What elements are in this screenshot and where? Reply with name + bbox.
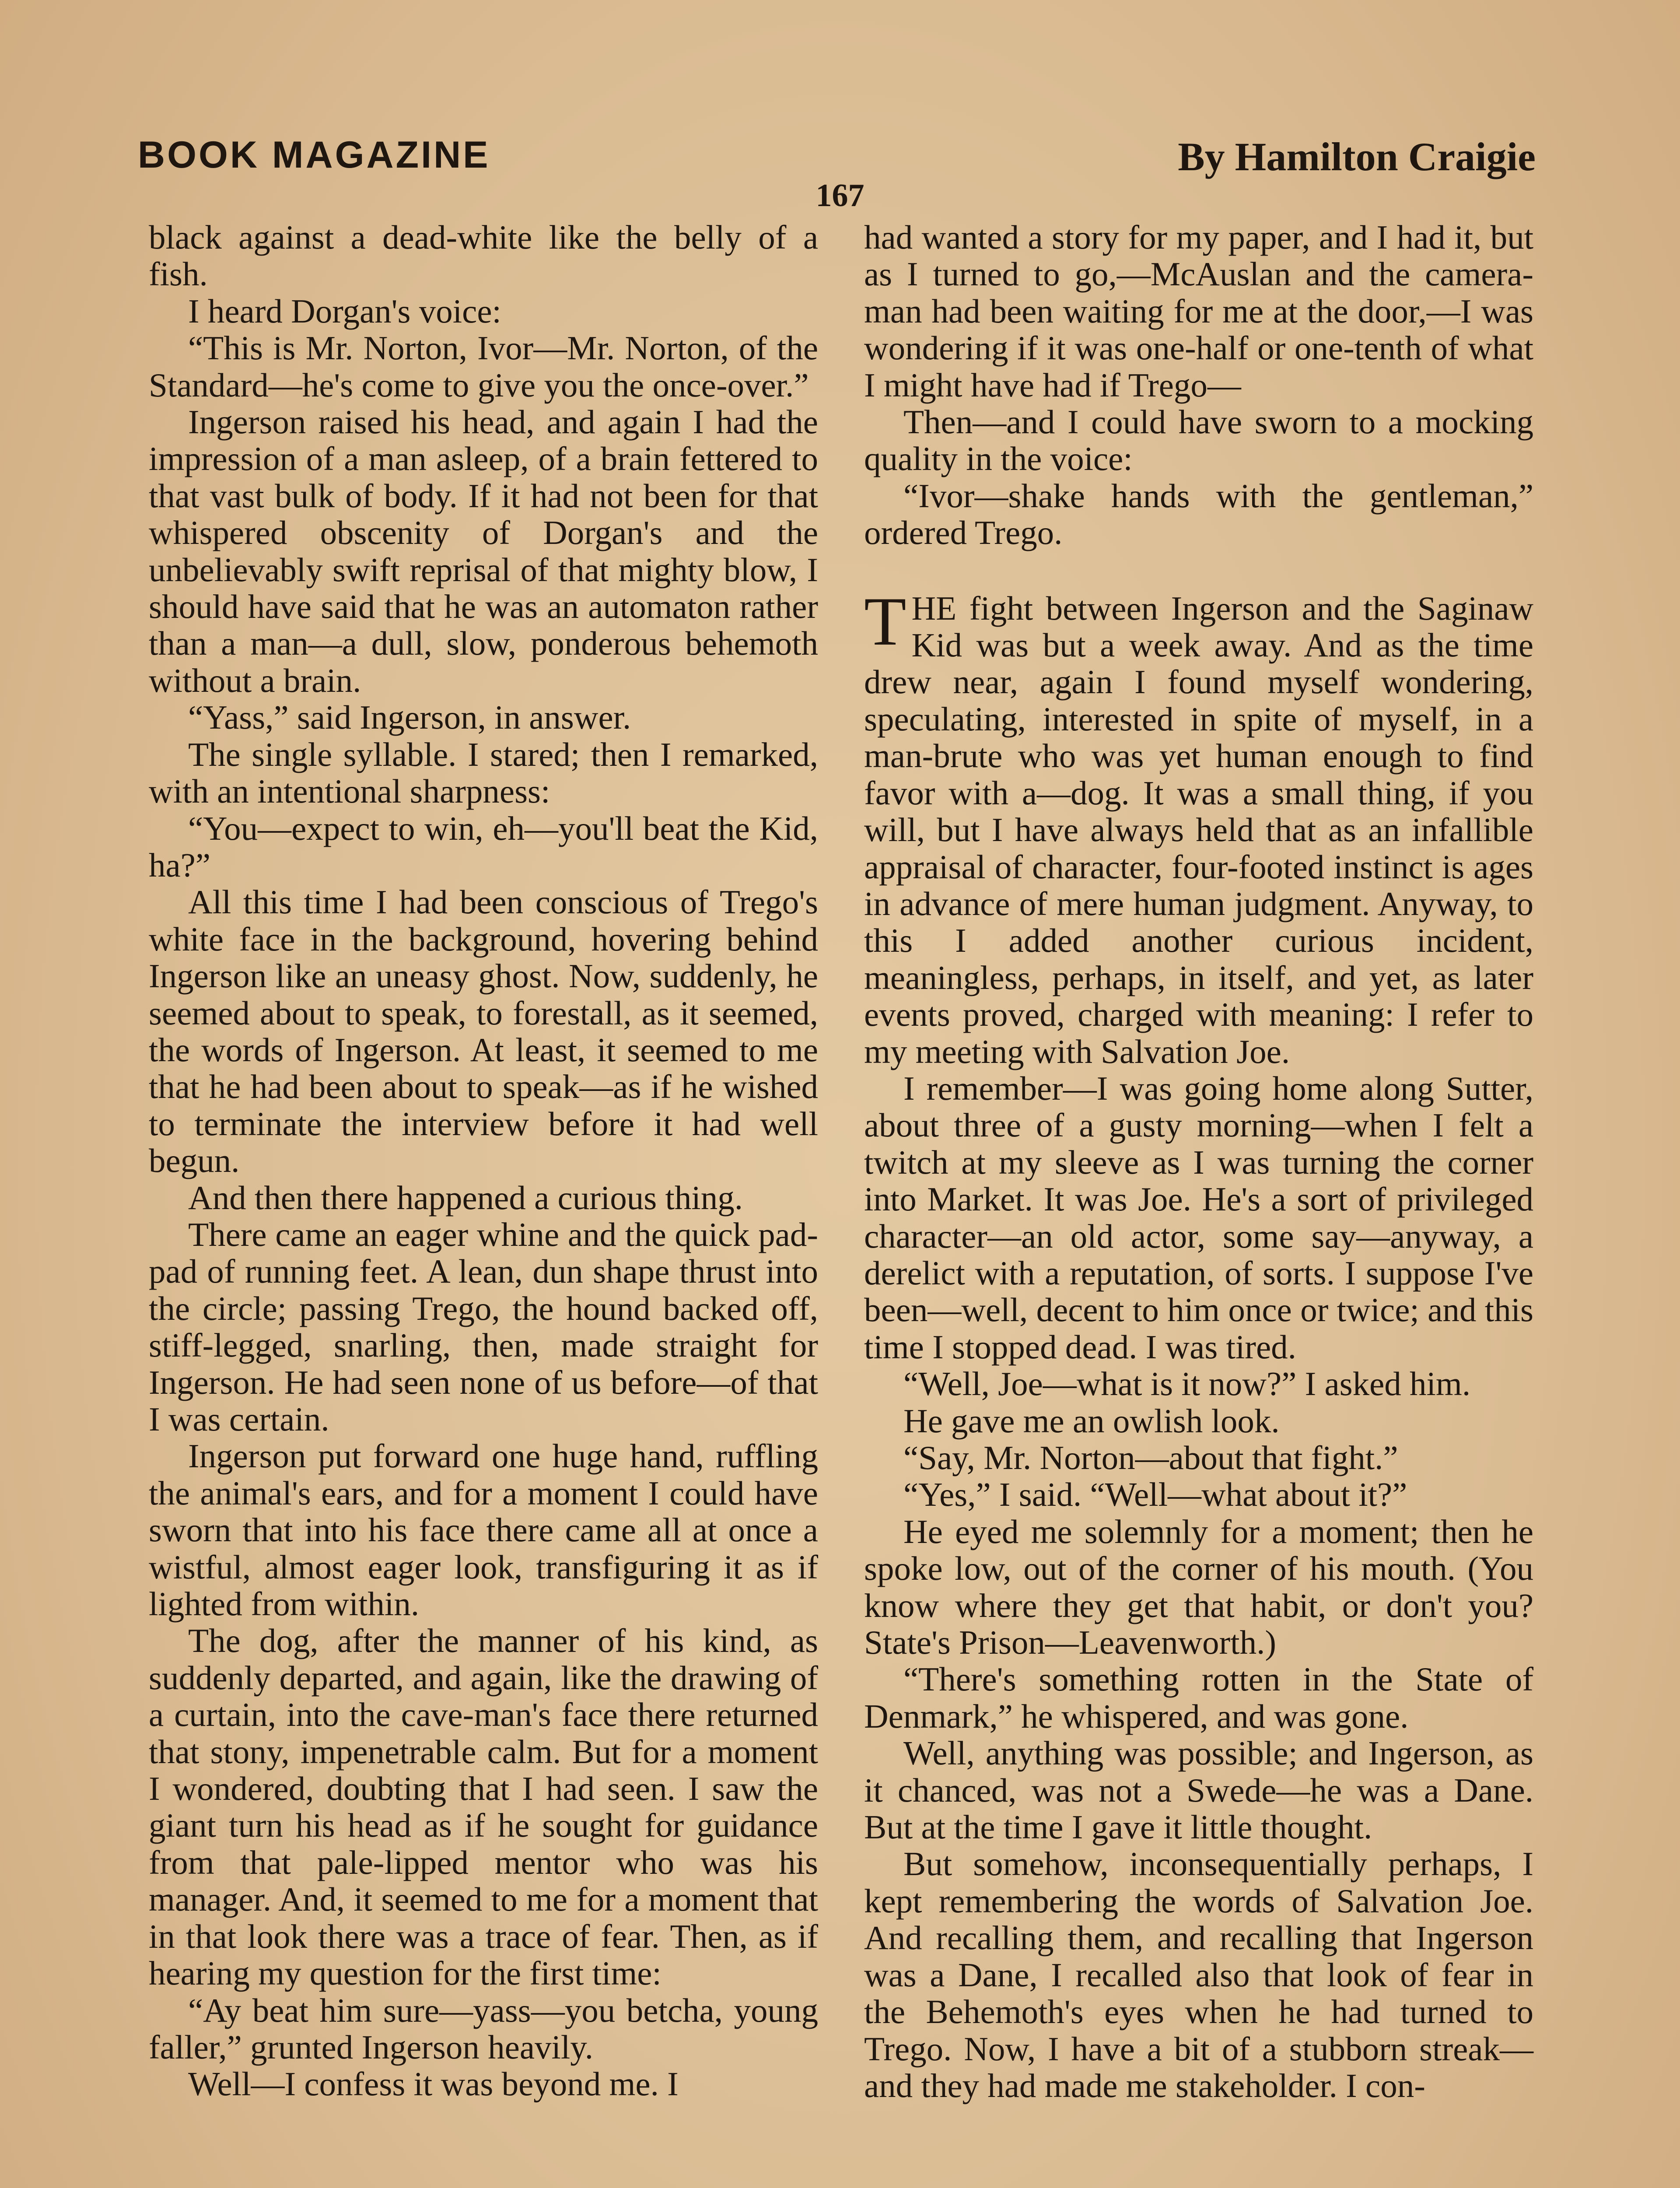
paragraph: Well—I confess it was beyond me. I — [188, 2065, 679, 2103]
paragraph: Ingerson put forward one huge hand, ruffling the animal's ears, and for a moment I could have sworn that into his face there came all at once a wistful, almost eager look, transfiguring it as if lighted from within. — [149, 1437, 818, 1623]
paragraph: “This is Mr. Norton, Ivor—Mr. Norton, of the Standard—he's come to give you the once-over.” — [149, 329, 818, 404]
paragraph: There came an eager whine and the quick pad-pad of running feet. A lean, dun shape thrust into the circle; passing Trego, the hound backed off, stiff-legged, snarling, then, made straight for Ingerson. He had seen none of us before—of that I was certain. — [149, 1215, 818, 1438]
paragraph: “Yass,” said Ingerson, in answer. — [188, 698, 631, 736]
paragraph: Well, anything was possible; and Ingerson, as it chanced, was not a Swede—he was a Dane. But at the time I gave it little thought. — [864, 1734, 1533, 1846]
magazine-title: BOOK MAGAZINE — [138, 134, 490, 176]
paragraph: I heard Dorgan's voice: — [188, 292, 501, 330]
paragraph: “You—expect to win, eh—you'll beat the Kid, ha?” — [149, 809, 818, 884]
paragraph: “Ivor—shake hands with the gentleman,” ordered Trego. — [864, 477, 1533, 552]
paragraph: “Yes,” I said. “Well—what about it?” — [903, 1476, 1407, 1514]
paragraph: The dog, after the manner of his kind, as suddenly departed, and again, like the drawing of a curtain, into the cave-man's face there returned that stony, impenetrable calm. But for a moment I wondered, doubting that I had seen. I saw the giant turn his head as if he sought for guidance from that pale-lipped mentor who was his manager. And, it seemed to me for a moment that in that look there was a trace of fear. Then, as if hearing my question for the first time: — [149, 1622, 818, 1992]
byline: By Hamilton Craigie — [1178, 134, 1536, 179]
paragraph: Ingerson raised his head, and again I had the impression of a man asleep, of a brain fettered to that vast bulk of body. If it had not been for that whispered obscenity of Dorgan's and the unbelievably swift reprisal of that mighty blow, I should have said that he was an automaton rather than a man—a dull, slow, ponderous behemoth without a brain. — [149, 403, 818, 699]
right-column — [864, 219, 1533, 2104]
paragraph: “Ay beat him sure—yass—you betcha, young faller,” grunted Ingerson heavily. — [149, 1991, 818, 2066]
paragraph: And then there happened a curious thing. — [188, 1178, 743, 1217]
left-column — [149, 219, 818, 2103]
paragraph: He gave me an owlish look. — [903, 1402, 1280, 1440]
paragraph: “There's something rotten in the State of Denmark,” he whispered, and was gone. — [864, 1660, 1533, 1735]
paragraph: But somehow, inconsequentially perhaps, I kept remembering the words of Salvation Joe. And recalling them, and recalling that Ingerson was a Dane, I recalled also that look of fear in the Behemoth's eyes when he had turned to Trego. Now, I have a bit of a stubborn streak—and they had made me stakeholder. I con- — [864, 1845, 1533, 2104]
paragraph: had wanted a story for my paper, and I had it, but as I turned to go,—McAuslan and the camera-man had been waiting for me at the door,—I was wondering if it was one-half or one-tenth of what I might have had if Trego— — [864, 218, 1533, 404]
paragraph: Then—and I could have sworn to a mocking quality in the voice: — [864, 403, 1533, 478]
paragraph: He eyed me solemnly for a moment; then he spoke low, out of the corner of his mouth. (You know where they get that habit, or don't you? State's Prison—Leavenworth.) — [864, 1512, 1533, 1662]
paragraph: “Well, Joe—what is it now?” I asked him. — [903, 1365, 1471, 1403]
drop-cap: T — [864, 583, 906, 660]
section-opening-paragraph — [864, 583, 1533, 1070]
paragraph: The single syllable. I stared; then I remarked, with an intentional sharpness: — [149, 735, 818, 810]
paragraph: black against a dead-white like the belly of a fish. — [149, 218, 818, 293]
paragraph-text: HE fight between Ingerson and the Saginaw Kid was but a week away. And as the time drew near, again I found myself wondering, speculating, interested in spite of myself, in a man-brute who was yet human enough to find favor with a—dog. It was a small thing, if you will, but I have always held that as an infallible appraisal of character, four-footed instinct is ages in advance of mere human judgment. Anyway, to this I added another curious incident, meaningless, perhaps, in itself, and yet, as later events proved, charged with meaning: I refer to my meeting with Salvation Joe. — [864, 589, 1533, 1070]
page-number: 167 — [816, 178, 864, 214]
paragraph: “Say, Mr. Norton—about that fight.” — [903, 1439, 1398, 1476]
paragraph: All this time I had been conscious of Trego's white face in the background, hovering behind Ingerson like an uneasy ghost. Now, suddenly, he seemed about to speak, to forestall, as it seemed, the words of Ingerson. At least, it seemed to me that he had been about to speak—as if he wished to terminate the interview before it had well begun. — [149, 883, 818, 1180]
paragraph: I remember—I was going home along Sutter, about three of a gusty morning—when I felt a twitch at my sleeve as I was turning the corner into Market. It was Joe. He's a sort of privileged character—an old actor, some say—anyway, a derelict with a reputation, of sorts. I suppose I've been—well, decent to him once or twice; and this time I stopped dead. I was tired. — [864, 1069, 1533, 1366]
